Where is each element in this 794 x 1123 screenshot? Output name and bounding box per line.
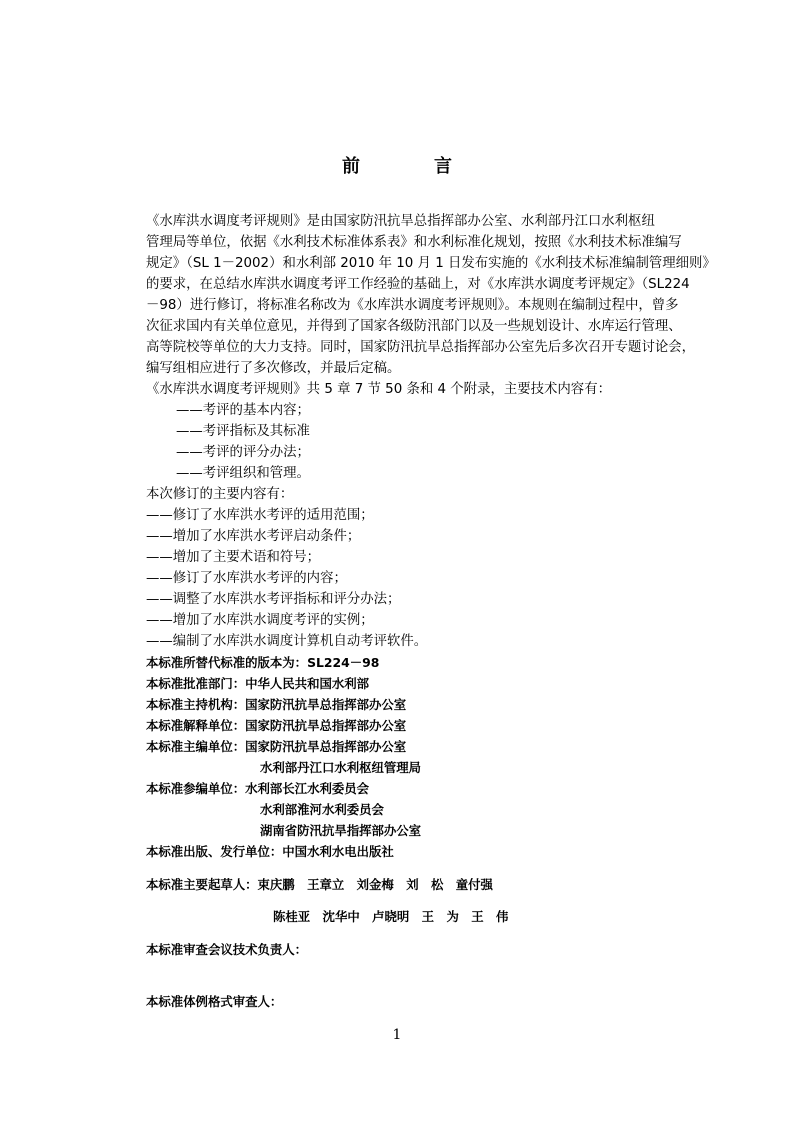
- approval-dept-line: [146, 674, 369, 694]
- drafters-label: 本标准主要起草人：: [146, 877, 258, 892]
- review-format-label: 本标准体例格式审查人：: [146, 994, 283, 1009]
- publisher-label: 本标准出版、发行单位：: [146, 844, 283, 859]
- replaced-standard-line: [146, 653, 379, 673]
- drafters-names: 陈桂亚 沈华中 卢晓明 王 为 王 伟: [273, 909, 509, 924]
- publisher-value: 中国水利水电出版社: [282, 844, 394, 859]
- revision-item: ——编制了水库洪水调度计算机自动考评软件。: [146, 634, 428, 649]
- page-number: 1: [392, 1027, 402, 1043]
- intro-line: 次征求国内有关单位意见，并得到了国家各级防汛部门以及一些规划设计、水库运行管理、: [146, 319, 682, 334]
- revision-item: ——修订了水库洪水考评的适用范围；: [146, 508, 374, 523]
- intro-line: 高等院校等单位的大力支持。同时，国家防汛抗旱总指挥部办公室先后多次召开专题讨论会，: [146, 340, 696, 355]
- revision-item: ——修订了水库洪水考评的内容；: [146, 571, 347, 586]
- revision-item: ——增加了水库洪水调度考评的实例；: [146, 613, 374, 628]
- revision-item: ——增加了主要术语和符号；: [146, 550, 321, 565]
- drafters-line: [146, 875, 493, 895]
- review-tech-label: 本标准审查会议技术负责人：: [146, 942, 308, 957]
- interpret-unit-line: [146, 716, 406, 736]
- participating-unit-line: [146, 779, 369, 799]
- interpret-unit-value: 国家防汛抗旱总指挥部办公室: [245, 718, 407, 733]
- revision-item: ——增加了水库洪水考评启动条件；: [146, 529, 361, 544]
- intro-line: 编写组相应进行了多次修改，并最后定稿。: [146, 361, 401, 376]
- host-org-label: 本标准主持机构：: [146, 697, 246, 712]
- page-title: 前 言: [342, 156, 480, 177]
- approval-dept-value: 中华人民共和国水利部: [245, 676, 370, 691]
- host-org-value: 国家防汛抗旱总指挥部办公室: [245, 697, 407, 712]
- content-item: ——考评的基本内容；: [176, 403, 310, 418]
- revision-item: ——调整了水库洪水考评指标和评分办法；: [146, 592, 401, 607]
- chief-unit-value: 国家防汛抗旱总指挥部办公室: [245, 739, 407, 754]
- participating-unit-value: 水利部淮河水利委员会: [260, 802, 384, 817]
- chief-unit-line: [146, 737, 406, 757]
- structure-line: 《水库洪水调度考评规则》共 5 章 7 节 50 条和 4 个附录，主要技术内容有：: [146, 382, 611, 397]
- host-org-line: [146, 695, 406, 715]
- revision-heading: 本次修订的主要内容有：: [146, 487, 294, 502]
- participating-unit-value: 水利部长江水利委员会: [245, 781, 370, 796]
- intro-line: －98）进行修订，将标准名称改为《水库洪水调度考评规则》。本规则在编制过程中，曾多: [146, 298, 679, 313]
- intro-line: 规定》（SL 1－2002）和水利部 2010 年 10 月 1 日发布实施的《水利技术标准编制管理细则》: [146, 256, 716, 271]
- participating-unit-label: 本标准参编单位：: [146, 781, 246, 796]
- interpret-unit-label: 本标准解释单位：: [146, 718, 246, 733]
- content-item: ——考评的评分办法；: [176, 445, 310, 460]
- chief-unit-label: 本标准主编单位：: [146, 739, 246, 754]
- content-item: ——考评指标及其标准: [176, 424, 310, 439]
- replaced-standard-value: SL224－98: [307, 655, 380, 670]
- drafters-names: 束庆鹏 王章立 刘金梅 刘 松 童付强: [257, 877, 493, 892]
- content-item: ——考评组织和管理。: [176, 466, 310, 481]
- approval-dept-label: 本标准批准部门：: [146, 676, 246, 691]
- intro-line: 《水库洪水调度考评规则》是由国家防汛抗旱总指挥部办公室、水利部丹江口水利枢纽: [146, 214, 655, 229]
- publisher-line: [146, 842, 394, 862]
- intro-line: 的要求，在总结水库洪水调度考评工作经验的基础上，对《水库洪水调度考评规定》（SL224: [146, 277, 690, 292]
- participating-unit-value: 湖南省防汛抗旱指挥部办公室: [260, 823, 422, 838]
- intro-line: 管理局等单位，依据《水利技术标准体系表》和水利标准化规划，按照《水利技术标准编写: [146, 235, 682, 250]
- chief-unit-value: 水利部丹江口水利枢纽管理局: [260, 760, 422, 775]
- replaced-standard-label: 本标准所替代标准的版本为：: [146, 655, 308, 670]
